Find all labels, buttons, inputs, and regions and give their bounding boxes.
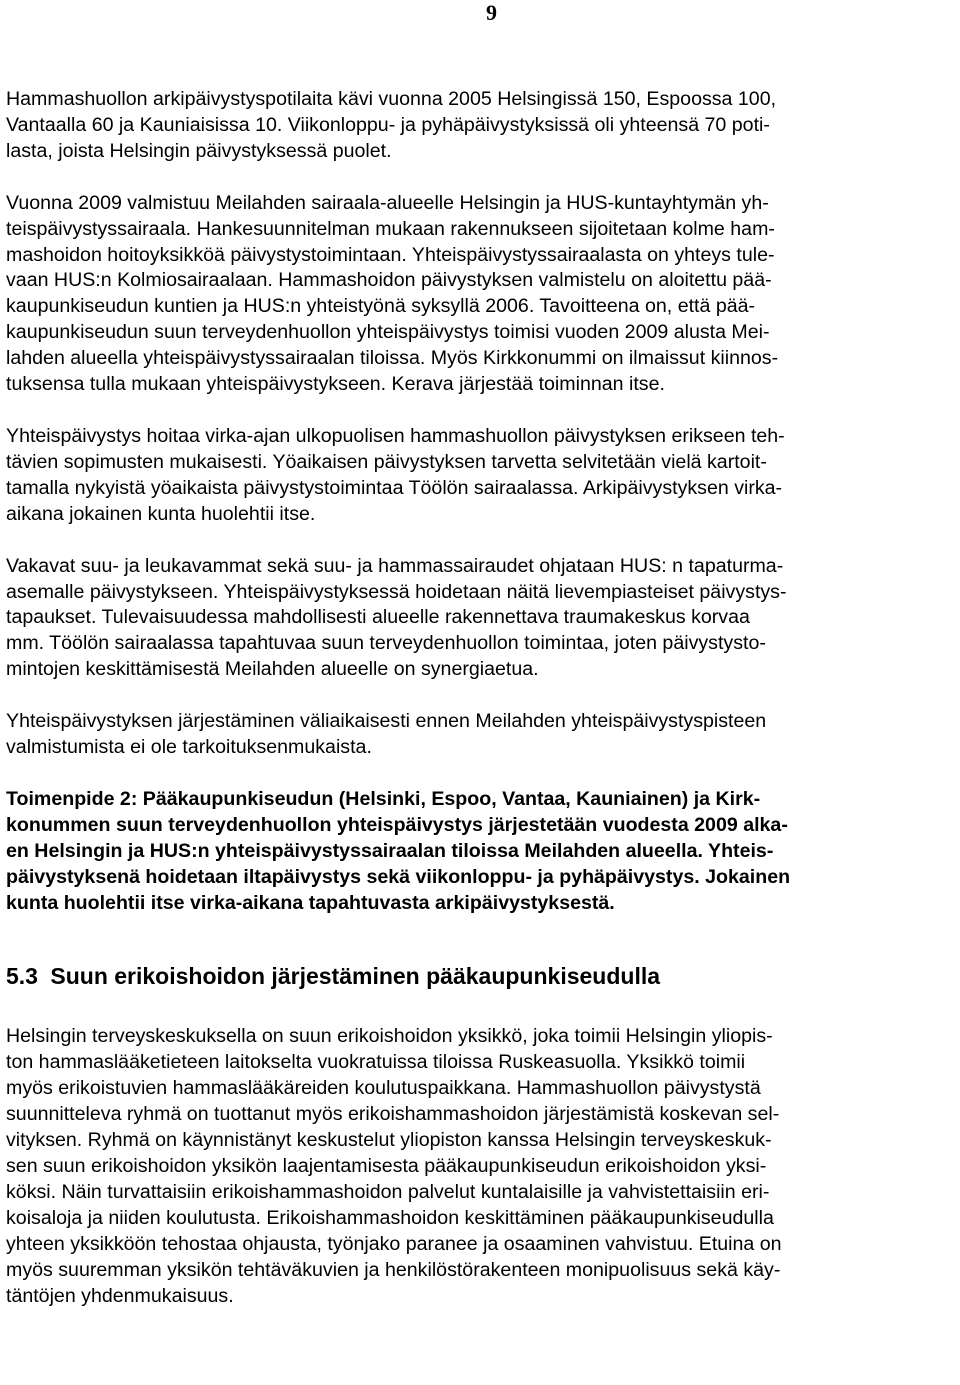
paragraph-interim-arrangement: Yhteispäivystyksen järjestäminen väliaikaisesti ennen Meilahden yhteispäivystyspisteen valmistumista ei ole tarkoituksenmukaista. — [6, 710, 767, 759]
section-body-paragraph: Helsingin terveyskeskuksella on suun erikoishoidon yksikkö, joka toimii Helsingin yliopis- ton hammaslääketieteen laitokselta vuokratuissa tiloissa Ruskeasuolla. Yksikkö toimii myös erikoistuvien hammaslääkäreiden koulutuspaikkana. Hammashuollon päivystystä suunnitteleva ryhmä on tuottanut myös erikoishammashoidon järjestämistä koskevan sel- vityksen. Ryhmä on käynnistänyt keskustelut yliopiston kanssa Helsingin terveyskeskuk- sen suun erikoishoidon yksikön laajentamisesta pääkaupunkiseudun erikoishoidon yksi- köksi. Näin turvattaisiin erikoishammashoidon palvelut kuntalaisille ja vahvistettaisiin eri- koisaloja ja niiden koulutusta. Erikoishammashoidon keskittäminen pääkaupunkiseudulla yhteen yksikköön tehostaa ohjausta, työnjako paranee ja osaaminen vahvistuu. Etuina on myös suuremman yksikön tehtäväkuvien ja henkilöstörakenteen monipuolisuus sekä käy- täntöjen yhdenmukaisuus. — [6, 1025, 782, 1307]
page-number-text: 9 — [486, 0, 497, 25]
section-heading — [6, 962, 954, 990]
section-number: 5.3 — [6, 963, 38, 990]
paragraph-meilahti-hospital: Vuonna 2009 valmistuu Meilahden sairaala-alueelle Helsingin ja HUS-kuntayhtymän yh- teispäivystyssairaala. Hankesuunnitelman mukaan rakennukseen sijoitetaan kolme ham- mashoidon hoitoyksikköä päivystystoimintaan. Yhteispäivystyssairaalasta on yhteys tule- vaan HUS:n Kolmiosairaalaan. Hammashoidon päivystyksen valmistelu on aloitettu pää- kaupunkiseudun kuntien ja HUS:n yhteistyönä syksyllä 2006. Tavoitteena on, että pää- kaupunkiseudun suun terveydenhuollon yhteispäivystys toimisi vuoden 2009 alusta Mei- lahden alueella yhteispäivystyssairaalan tiloissa. Myös Kirkkonummi on ilmaissut kiinnos- tuksensa tulla mukaan yhteispäivystykseen. Kerava järjestää toiminnan itse. — [6, 191, 779, 396]
paragraph-emergency-visits: Hammashuollon arkipäivystyspotilaita kävi vuonna 2005 Helsingissä 150, Espoossa 100, Vantaalla 60 ja Kauniaisissa 10. Viikonloppu- ja pyhäpäivystyksissä oli yhteensä 70 poti- lasta, joista Helsingin päivystyksessä puolet. — [6, 88, 777, 162]
document-body — [6, 87, 954, 1335]
section-title: Suun erikoishoidon järjestäminen pääkaupunkiseudulla — [50, 963, 661, 990]
paragraph-trauma-referrals: Vakavat suu- ja leukavammat sekä suu- ja hammassairaudet ohjataan HUS: n tapaturma- asemalle päivystykseen. Yhteispäivystyksessä hoidetaan näitä lievempiasteiset päivystys- tapaukset. Tulevaisuudessa mahdollisesti alueelle rakennettava traumakeskus korvaa mm. Töölön sairaalassa tapahtuvaa suun terveydenhuollon toimintaa, joten päivystysto- mintojen keskittämisestä Meilahden alueelle on synergiaetua. — [6, 554, 787, 681]
action-statement: Toimenpide 2: Pääkaupunkiseudun (Helsinki, Espoo, Vantaa, Kauniainen) ja Kirk- konummen suun terveydenhuollon yhteispäivystys järjestetään vuodesta 2009 alka- en Helsingin ja HUS:n yhteispäivystyssairaalan tiloissa Meilahden alueella. Yhteis- päivystyksenä hoidetaan iltapäivystys sekä viikonloppu- ja pyhäpäivystys. Jokainen kunta huolehtii itse virka-aikana tapahtuvasta arkipäivystyksestä. — [6, 787, 791, 914]
paragraph-joint-emergency-scope: Yhteispäivystys hoitaa virka-ajan ulkopuolisen hammashuollon päivystyksen erikseen teh- tävien sopimusten mukaisesti. Yöaikaisen päivystyksen tarvetta selvitetään vielä kartoit- tamalla nykyistä yöaikaista päivystystoimintaa Töölön sairaalassa. Arkipäivystyksen virka- aikana jokainen kunta huolehtii itse. — [6, 424, 785, 525]
